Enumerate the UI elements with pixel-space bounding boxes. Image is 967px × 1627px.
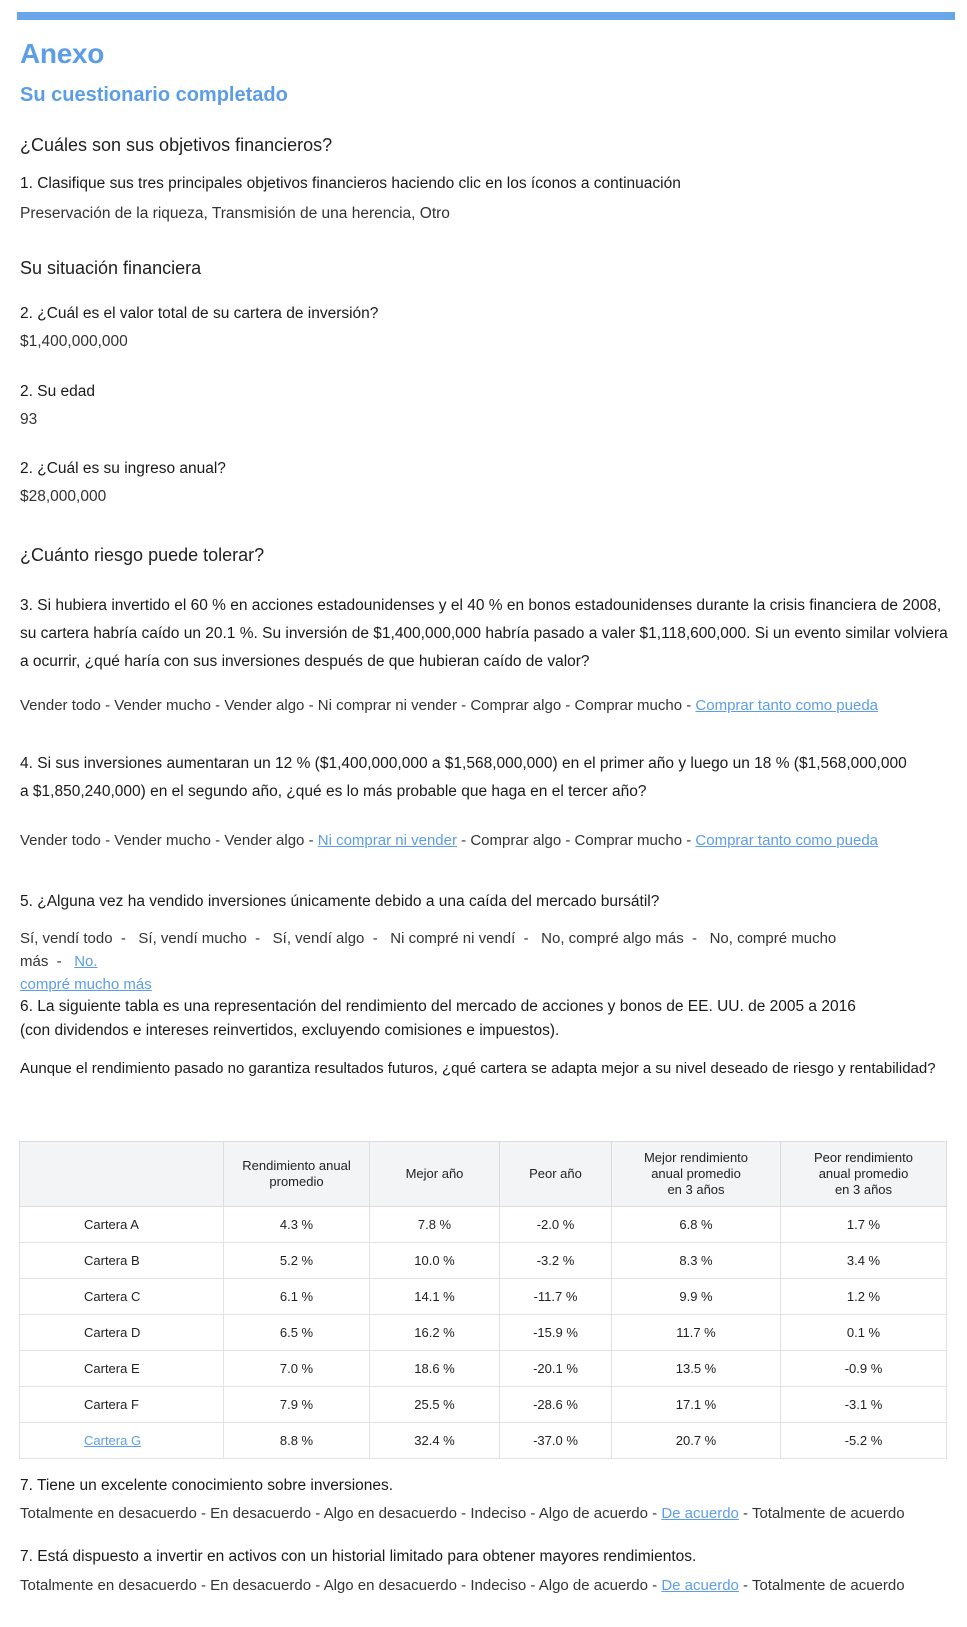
options-7-knowledge: Totalmente en desacuerdo - En desacuerdo - Algo en desacuerdo - Indeciso - Algo de acuerdo - De acuerdo - Totalmente de acuerdo [20, 1505, 905, 1522]
table-row [20, 1423, 947, 1459]
question-2-income: 2. ¿Cuál es su ingreso anual? [20, 460, 226, 477]
row-label: Cartera F [20, 1387, 224, 1423]
table-cell: 16.2 % [370, 1315, 500, 1351]
table-cell: 6.8 % [612, 1207, 781, 1243]
table-cell: 17.1 % [612, 1387, 781, 1423]
option: Vender algo [224, 697, 305, 714]
option: Sí, vendí algo [272, 930, 365, 947]
option: Indeciso [470, 1577, 527, 1594]
selected-option[interactable]: Comprar tanto como pueda [695, 697, 879, 714]
selected-row-label[interactable]: Cartera G [20, 1423, 224, 1459]
question-6 [20, 995, 856, 1043]
selected-option[interactable]: De acuerdo [661, 1577, 739, 1594]
section-heading-risk: ¿Cuánto riesgo puede tolerar? [20, 545, 265, 565]
options-3: Vender todo - Vender mucho - Vender algo - Ni comprar ni vender - Comprar algo - Comprar mucho - Comprar tanto como pueda [20, 697, 879, 714]
table-cell: 13.5 % [612, 1351, 781, 1387]
answer-2-income: $28,000,000 [20, 488, 107, 505]
option: No, compré algo más [541, 930, 684, 947]
selected-option[interactable]: No. [74, 953, 98, 970]
option: No, compré mucho más [20, 930, 837, 970]
option: Comprar algo [470, 832, 562, 849]
option: En desacuerdo [210, 1577, 312, 1594]
options-5: Sí, vendí todo - Sí, vendí mucho - Sí, vendí algo - Ni compré ni vendí - No, compré algo más - No, compré mucho más - No. compré mucho más [20, 930, 837, 993]
table-header-cell [20, 1142, 224, 1207]
table-cell: -37.0 % [500, 1423, 612, 1459]
table-header-cell: Mejor rendimiento anual promedio en 3 años [612, 1142, 781, 1207]
row-label: Cartera C [20, 1279, 224, 1315]
question-4-line: 4. Si sus inversiones aumentaran un 12 % ($1,400,000,000 a $1,568,000,000) en el primer año y luego un 18 % ($1,568,000,000 [20, 755, 907, 772]
table-cell: 3.4 % [781, 1243, 947, 1279]
row-label: Cartera B [20, 1243, 224, 1279]
question-7-knowledge: 7. Tiene un excelente conocimiento sobre inversiones. [20, 1477, 394, 1494]
question-4 [20, 750, 907, 806]
table-cell: 20.7 % [612, 1423, 781, 1459]
option: Comprar mucho [574, 832, 683, 849]
option: Vender todo [20, 697, 101, 714]
question-4-line: a $1,850,240,000) en el segundo año, ¿qué es lo más probable que haga en el tercer año? [20, 783, 647, 800]
table-cell: 32.4 % [370, 1423, 500, 1459]
table-row [20, 1207, 947, 1243]
selected-option[interactable]: Ni comprar ni vender [317, 832, 457, 849]
table-header-cell: Peor rendimiento anual promedio en 3 años [781, 1142, 947, 1207]
table-cell: 1.7 % [781, 1207, 947, 1243]
question-3-line: su cartera habría caído un 20.1 %. Su inversión de $1,400,000,000 habría pasado a valer $1,118,600,000. Si un evento similar volviera [20, 625, 948, 642]
table-cell: -11.7 % [500, 1279, 612, 1315]
table-row [20, 1243, 947, 1279]
row-label: Cartera D [20, 1315, 224, 1351]
table-cell: 18.6 % [370, 1351, 500, 1387]
selected-option[interactable]: De acuerdo [661, 1505, 739, 1522]
option: Indeciso [470, 1505, 527, 1522]
question-2-portfolio: 2. ¿Cuál es el valor total de su cartera de inversión? [20, 305, 379, 322]
section-heading-situation: Su situación financiera [20, 258, 202, 278]
option: En desacuerdo [210, 1505, 312, 1522]
top-accent-bar [17, 12, 955, 20]
table-cell: 6.5 % [224, 1315, 370, 1351]
option: Algo de acuerdo [538, 1505, 648, 1522]
table-cell: 7.0 % [224, 1351, 370, 1387]
table-cell: -28.6 % [500, 1387, 612, 1423]
section-heading-objectives: ¿Cuáles son sus objetivos financieros? [20, 135, 333, 155]
table-cell: 8.3 % [612, 1243, 781, 1279]
table-cell: 14.1 % [370, 1279, 500, 1315]
option: Sí, vendí todo [20, 930, 113, 947]
table-cell: 8.8 % [224, 1423, 370, 1459]
options-4: Vender todo - Vender mucho - Vender algo - Ni comprar ni vender - Comprar algo - Comprar mucho - Comprar tanto como pueda [20, 832, 879, 849]
selected-option-continued[interactable]: compré mucho más [20, 976, 152, 993]
table-cell: 25.5 % [370, 1387, 500, 1423]
option: Ni comprar ni vender [317, 697, 457, 714]
table-row [20, 1315, 947, 1351]
option: Totalmente en desacuerdo [20, 1577, 197, 1594]
option: Ni compré ni vendí [390, 930, 516, 947]
table-cell: 9.9 % [612, 1279, 781, 1315]
table-cell: 7.8 % [370, 1207, 500, 1243]
table-header-row [20, 1142, 947, 1207]
table-cell: 11.7 % [612, 1315, 781, 1351]
option: Totalmente de acuerdo [751, 1505, 905, 1522]
answer-2-portfolio: $1,400,000,000 [20, 333, 128, 350]
question-5: 5. ¿Alguna vez ha vendido inversiones únicamente debido a una caída del mercado bursátil? [20, 893, 660, 910]
question-6-line: (con dividendos e intereses reinvertidos, excluyendo comisiones e impuestos). [20, 1022, 560, 1039]
table-header-cell: Mejor año [370, 1142, 500, 1207]
table-cell: -20.1 % [500, 1351, 612, 1387]
table-row [20, 1351, 947, 1387]
option: Algo en desacuerdo [323, 1577, 457, 1594]
row-label: Cartera A [20, 1207, 224, 1243]
table-cell: -5.2 % [781, 1423, 947, 1459]
table-header-cell: Peor año [500, 1142, 612, 1207]
table-cell: 1.2 % [781, 1279, 947, 1315]
option: Vender todo [20, 832, 101, 849]
option: Vender mucho [114, 697, 211, 714]
option: Totalmente de acuerdo [751, 1577, 905, 1594]
option: Sí, vendí mucho [138, 930, 247, 947]
answer-1: Preservación de la riqueza, Transmisión de una herencia, Otro [20, 205, 450, 222]
answer-2-age: 93 [20, 411, 38, 428]
table-cell: 7.9 % [224, 1387, 370, 1423]
question-1: 1. Clasifique sus tres principales objetivos financieros haciendo clic en los íconos a continuación [20, 175, 681, 192]
table-cell: 6.1 % [224, 1279, 370, 1315]
page-title: Anexo [20, 38, 105, 69]
table-row [20, 1279, 947, 1315]
option: Totalmente en desacuerdo [20, 1505, 197, 1522]
selected-option[interactable]: Comprar tanto como pueda [695, 832, 879, 849]
table-cell: 5.2 % [224, 1243, 370, 1279]
table-cell: 10.0 % [370, 1243, 500, 1279]
table-cell: -0.9 % [781, 1351, 947, 1387]
option: Comprar algo [470, 697, 562, 714]
option: Algo de acuerdo [538, 1577, 648, 1594]
option: Vender algo [224, 832, 305, 849]
options-7-limited-history: Totalmente en desacuerdo - En desacuerdo - Algo en desacuerdo - Indeciso - Algo de acuerdo - De acuerdo - Totalmente de acuerdo [20, 1577, 905, 1594]
table-cell: -3.1 % [781, 1387, 947, 1423]
table-row [20, 1387, 947, 1423]
option: Algo en desacuerdo [323, 1505, 457, 1522]
question-3-line: a ocurrir, ¿qué haría con sus inversiones después de que hubieran caído de valor? [20, 653, 590, 670]
table-cell: -3.2 % [500, 1243, 612, 1279]
portfolio-table [19, 1141, 947, 1459]
question-6-prompt: Aunque el rendimiento pasado no garantiza resultados futuros, ¿qué cartera se adapta mejor a su nivel deseado de riesgo y rentabilidad? [20, 1060, 936, 1077]
option: Vender mucho [114, 832, 211, 849]
question-7-limited-history: 7. Está dispuesto a invertir en activos con un historial limitado para obtener mayores rendimientos. [20, 1548, 697, 1565]
table-cell: 4.3 % [224, 1207, 370, 1243]
table-cell: -2.0 % [500, 1207, 612, 1243]
page-subtitle: Su cuestionario completado [20, 84, 288, 106]
question-3 [20, 592, 948, 676]
question-6-line: 6. La siguiente tabla es una representación del rendimiento del mercado de acciones y bonos de EE. UU. de 2005 a 2016 [20, 998, 856, 1015]
row-label: Cartera E [20, 1351, 224, 1387]
table-header-cell: Rendimiento anual promedio [224, 1142, 370, 1207]
question-2-age: 2. Su edad [20, 383, 95, 400]
question-3-line: 3. Si hubiera invertido el 60 % en acciones estadounidenses y el 40 % en bonos estadounidenses durante la crisis financiera de 2008, [20, 597, 942, 614]
table-cell: 0.1 % [781, 1315, 947, 1351]
option: Comprar mucho [574, 697, 683, 714]
table-cell: -15.9 % [500, 1315, 612, 1351]
